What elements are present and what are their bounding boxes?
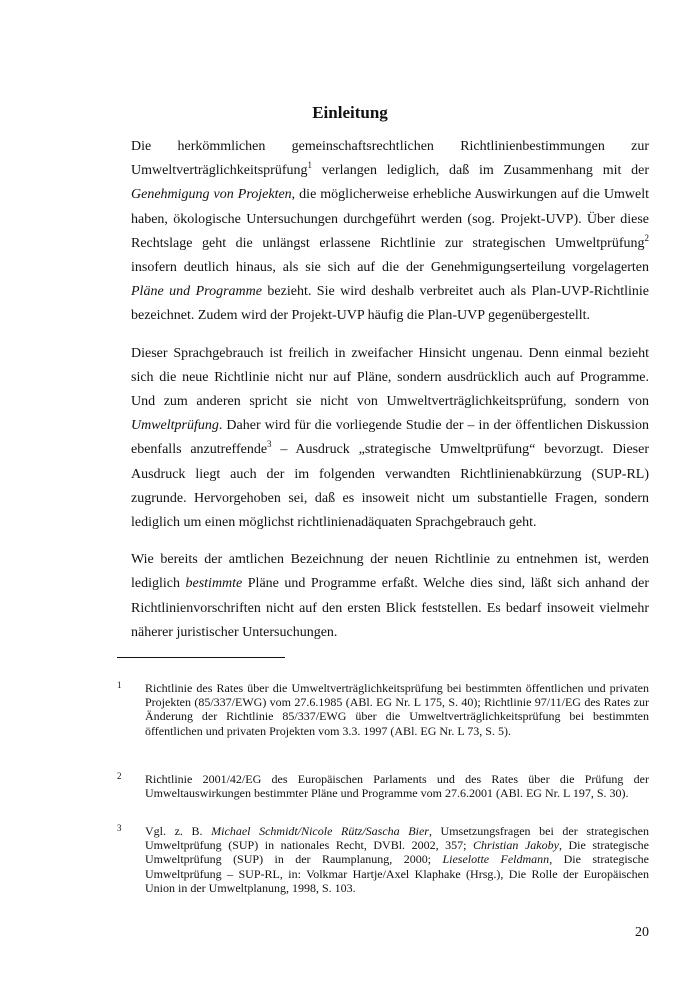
footnote-3 (117, 824, 649, 895)
footnote-text: Vgl. z. B. Michael Schmidt/Nicole Rütz/Sascha Bier, Umsetzungsfragen bei der strategischen Umweltprüfung (SUP) in nationales Recht, DVBl. 2002, 357; Christian Jakoby, Die strategische Umweltprüfung (SUP) in der Raumplanung, 2000; Lieselotte Feldmann, Die strategische Umweltprüfung – SUP-RL, in: Volkmar Hartje/Axel Klaphake (Hrsg.), Die Rolle der Europäischen Union in der Umweltplanung, 1998, S. 103. (145, 824, 650, 895)
footnote-ref-1[interactable]: 1 (307, 160, 313, 171)
paragraph-1: Die herkömmlichen gemeinschaftsrechtlichen Richtlinienbestimmungen zur Umweltverträglichkeitsprüfung$^1$ verlangen lediglich, daß im Zusammenhang mit der Genehmigung von Projekten, die möglicherweise erhebliche Auswirkungen auf die Umwelt haben, ökologische Untersuchungen durchgeführt werden (sog. Projekt-UVP). Über diese Rechtslage geht die unlängst erlassene Richtlinie zur strategischen Umweltprüfung$^2$ insofern deutlich hinaus, als sie sich auf die der Genehmigungserteilung vorgelagerten Pläne und Programme bezieht. Sie wird deshalb verbreitet auch als Plan-UVP-Richtlinie bezeichnet. Zudem wird der Projekt-UVP häufig die Plan-UVP gegenübergestellt. (131, 139, 650, 324)
footnote-number: 1 (117, 680, 122, 690)
page-number: 20 (635, 925, 649, 940)
page-heading: Einleitung (312, 103, 388, 122)
footnote-text: Richtlinie des Rates über die Umweltverträglichkeitsprüfung bei bestimmten öffentlichen und privaten Projekten (85/337/EWG) vom 27.6.1985 (ABl. EG Nr. L 175, S. 40); Richtlinie 97/11/EG des Rates zur Änderung der Richtlinie 85/337/EWG über die Umweltverträglichkeitsprüfung bei bestimmten öffentlichen und privaten Projekten vom 3.3. 1997 (ABl. EG Nr. L 73, S. 5). (145, 681, 649, 738)
footnote-1 (117, 681, 649, 738)
footnote-number: 3 (117, 823, 122, 833)
footnote-separator (117, 657, 285, 658)
footnote-2 (117, 772, 649, 800)
footnote-number: 2 (117, 771, 122, 781)
paragraph-3: Wie bereits der amtlichen Bezeichnung der neuen Richtlinie zu entnehmen ist, werden lediglich bestimmte Pläne und Programme erfaßt. Welche dies sind, läßt sich anhand der Richtlinienvorschriften nicht auf den ersten Blick feststellen. Es bedarf insoweit vielmehr näherer juristischer Untersuchungen. (131, 552, 649, 640)
footnote-ref-2[interactable]: 2 (644, 232, 649, 243)
body-text (131, 135, 649, 645)
footnote-text: Richtlinie 2001/42/EG des Europäischen Parlaments und des Rates über die Prüfung der Umweltauswirkungen bestimmter Pläne und Programme vom 27.6.2001 (ABl. EG Nr. L 197, S. 30). (145, 772, 649, 801)
paragraph-2: Dieser Sprachgebrauch ist freilich in zweifacher Hinsicht ungenau. Denn einmal bezieht sich die neue Richtlinie nicht nur auf Pläne, sondern ausdrücklich auch auf Programme. Und zum anderen spricht sie nicht von Umweltverträglichkeitsprüfung, sondern von Umweltprüfung. Daher wird für die vorliegende Studie der – in der öffentlichen Diskussion ebenfalls anzutreffende$^3$ – Ausdruck „strategische Umweltprüfung“ bevorzugt. Dieser Ausdruck liegt auch der im folgenden verwandten Richtlinienabkürzung (SUP-RL) zugrunde. Hervorgehoben sei, daß es insoweit nicht um substantielle Fragen, sondern lediglich um einen möglichst richtlinienadäquaten Sprachgebrauch geht. (131, 345, 649, 531)
footnote-ref-3[interactable]: 3 (267, 439, 272, 450)
